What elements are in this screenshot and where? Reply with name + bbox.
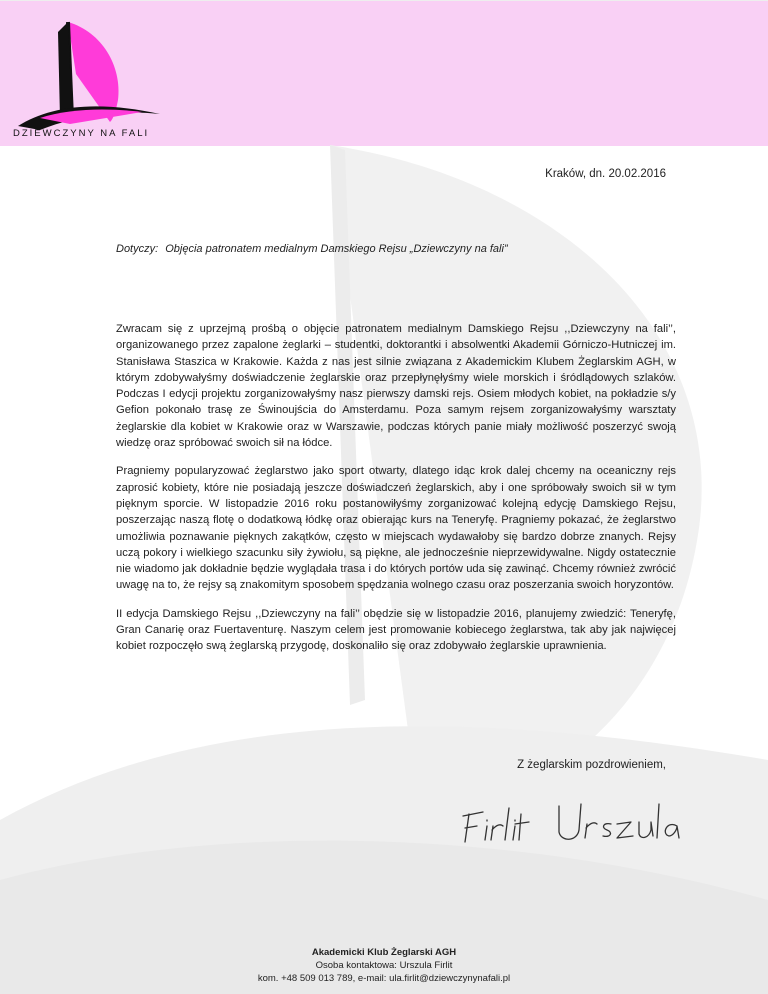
letter-date: Kraków, dn. 20.02.2016 (545, 168, 666, 180)
subject-line (116, 243, 512, 255)
closing-line: Z żeglarskim pozdrowieniem, (517, 759, 666, 771)
footer (0, 946, 768, 985)
paragraph: Pragniemy popularyzować żeglarstwo jako sport otwarty, dlatego idąc krok dalej chcemy na oceaniczny rejs zaprosić kobiety, które nie posiadają jeszcze doświadczeń żeglarskich, aby i one spróbowały swoich sił w tym pięknym sporcie. W listopadzie 2016 roku postanowiłyśmy zorganizować kolejną edycję Damskiego Rejsu, poszerzając naszą flotę o dodatkową łódkę oraz obierając kurs na Teneryfę. Pragniemy pokazać, że żeglarstwo umożliwia poznawanie pięknych zakątków, często w miejscach wydawałoby się bardzo dobrze znanych. Rejsy uczą pokory i wielkiego szacunku siły żywiołu, są piękne, ale jednocześnie nieprzewidywalne. Nigdy ostatecznie nie wiadomo jak dokładnie będzie wyglądała trasa i do których portów uda się zawinąć. Chcemy również zwrócić uwagę na to, że rejsy są znakomitym sposobem spędzania wolnego czasu oraz poszerzania swoich horyzontów. (116, 465, 676, 592)
handwritten-signature (455, 790, 685, 850)
paragraph: Zwracam się z uprzejmą prośbą o objęcie patronatem medialnym Damskiego Rejsu ,,Dziewczyny na fali’’, organizowanego przez zapalone żeglarki – studentki, doktorantki i absolwentki Akademii Górniczo-Hutniczej im. Stanisława Staszica w Krakowie. Każda z nas jest silnie związana z Akademickim Klubem Żeglarskim AGH, w którym zdobywałyśmy doświadczenie żeglarskie oraz przepłynęłyśmy wiele morskich i śródlądowych szlaków. Podczas I edycji projektu zorganizowałyśmy nasz pierwszy damski rejs. Osiem młodych kobiet, na pokładzie s/y Gefion pokonało trasę ze Świnoujścia do Amsterdamu. Poza samym rejsem zorganizowałyśmy warsztaty żeglarskie dla kobiet w Krakowie oraz w Warszawie, podczas których panie miały możliwość poszerzyć swoją wiedzę oraz spróbować swoich sił na łódce. (116, 323, 676, 450)
letter-body (116, 321, 676, 667)
footer-org: Akademicki Klub Żeglarski AGH (311, 947, 457, 958)
logo-text: DZIEWCZYNY NA FALI (13, 128, 150, 139)
subject-text: Objęcia patronatem medialnym Damskiego Rejsu „Dziewczyny na fali” (165, 243, 508, 255)
paragraph: II edycja Damskiego Rejsu ,,Dziewczyny na fali’’ obędzie się w listopadzie 2016, planujemy zwiedzić: Teneryfę, Gran Canarię oraz Fuertaventurę. Naszym celem jest promowanie kobiecego żeglarstwa, tak aby jak najwięcej kobiet rozpoczęło swą żeglarską przygodę, doskonaliło się oraz zdobywało żeglarskie uprawnienia. (116, 607, 676, 653)
subject-label: Dotyczy: (116, 243, 159, 255)
sailboat-logo-icon (10, 14, 170, 144)
footer-contact: Osoba kontaktowa: Urszula Firlit (315, 960, 453, 971)
footer-phone-email: kom. +48 509 013 789, e-mail: ula.firlit@dziewczynynafali.pl (257, 973, 511, 984)
